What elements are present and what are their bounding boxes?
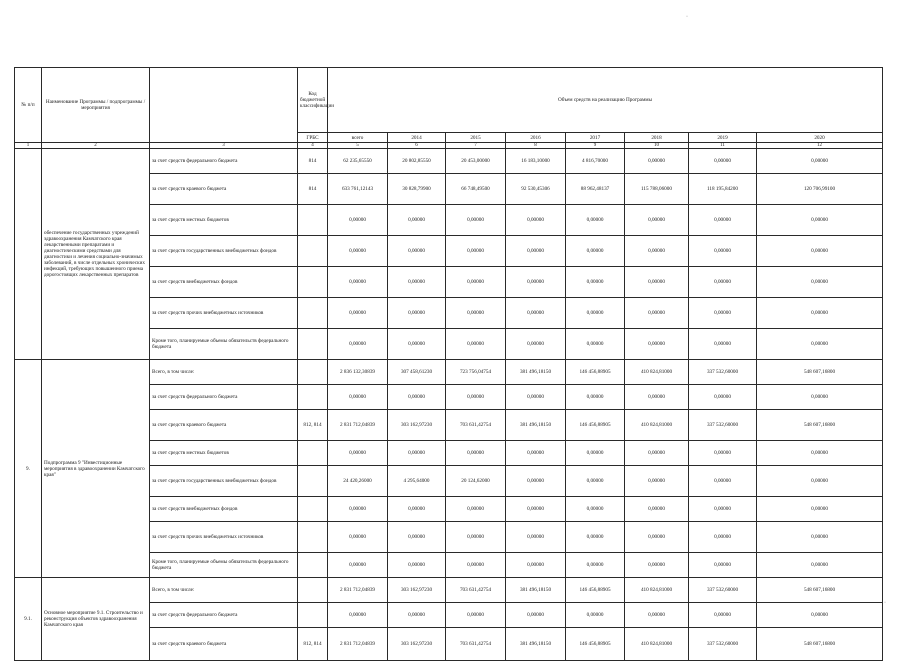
total-value: 0,00000 <box>328 329 388 360</box>
year-value: 0,00000 <box>446 603 506 628</box>
year-value: 120 706,99100 <box>757 174 883 205</box>
grbs-code <box>298 522 328 553</box>
year-value: 0,00000 <box>757 553 883 578</box>
year-value: 0,00000 <box>689 205 757 236</box>
year-value: 0,00000 <box>757 149 883 174</box>
year-value: 0,00000 <box>566 267 625 298</box>
funding-source: за счет средств прочих внебюджетных источников <box>150 522 298 553</box>
funding-source: за счет средств краевого бюджета <box>150 410 298 441</box>
header-year: 2016 <box>506 133 566 143</box>
year-value: 0,00000 <box>506 385 566 410</box>
funding-source: за счет средств местных бюджетов <box>150 205 298 236</box>
year-value: 0,00000 <box>566 553 625 578</box>
grbs-code: 812, 814 <box>298 628 328 661</box>
year-value: 0,00000 <box>625 205 689 236</box>
year-value: 703 631,42754 <box>446 578 506 603</box>
year-value: 0,00000 <box>446 522 506 553</box>
year-value: 30 828,79900 <box>388 174 446 205</box>
year-value: 0,00000 <box>566 497 625 522</box>
total-value: 0,00000 <box>328 267 388 298</box>
year-value: 303 162,97230 <box>388 578 446 603</box>
total-value: 0,00000 <box>328 236 388 267</box>
year-value: 0,00000 <box>388 522 446 553</box>
year-value: 0,00000 <box>689 149 757 174</box>
year-value: 88 962,48137 <box>566 174 625 205</box>
column-number: 10 <box>625 143 689 149</box>
grbs-code: 814 <box>298 174 328 205</box>
total-value: 633 761,12143 <box>328 174 388 205</box>
year-value: 410 824,81000 <box>625 578 689 603</box>
year-value: 0,00000 <box>506 236 566 267</box>
year-value: 0,00000 <box>625 385 689 410</box>
header-row-top <box>15 68 883 133</box>
grbs-code <box>298 553 328 578</box>
total-value: 2 831 712,04839 <box>328 410 388 441</box>
year-value: 381 496,18150 <box>506 628 566 661</box>
funding-source: Всего, в том числе: <box>150 360 298 385</box>
year-value: 0,00000 <box>506 497 566 522</box>
grbs-code <box>298 329 328 360</box>
total-value: 0,00000 <box>328 522 388 553</box>
year-value: 0,00000 <box>388 553 446 578</box>
column-number: 12 <box>757 143 883 149</box>
header-grbs: ГРБС <box>298 133 328 143</box>
year-value: 703 631,42754 <box>446 628 506 661</box>
year-value: 337 532,60000 <box>689 410 757 441</box>
year-value: 0,00000 <box>446 205 506 236</box>
column-number: 2 <box>42 143 150 149</box>
year-value: 381 496,18150 <box>506 578 566 603</box>
header-year: 2017 <box>566 133 625 143</box>
year-value: 66 748,49500 <box>446 174 506 205</box>
year-value: 0,00000 <box>757 236 883 267</box>
item-name: Подпрограмма 9 "Инвестиционные мероприятия в здравоохранении Камчатского края" <box>42 360 150 578</box>
funding-source: за счет средств прочих внебюджетных источников <box>150 298 298 329</box>
header-year: 2018 <box>625 133 689 143</box>
grbs-code <box>298 603 328 628</box>
header-volume: Объем средств на реализацию Программы <box>328 68 883 133</box>
total-value: 2 831 712,04839 <box>328 578 388 603</box>
total-value: 2 831 712,04839 <box>328 628 388 661</box>
year-value: 0,00000 <box>689 466 757 497</box>
year-value: 0,00000 <box>388 267 446 298</box>
year-value: 92 530,45306 <box>506 174 566 205</box>
funding-source: за счет средств краевого бюджета <box>150 628 298 661</box>
year-value: 548 607,16800 <box>757 360 883 385</box>
year-value: 0,00000 <box>506 466 566 497</box>
total-value: 62 235,65550 <box>328 149 388 174</box>
year-value: 0,00000 <box>566 298 625 329</box>
year-value: 410 824,81000 <box>625 410 689 441</box>
table-row <box>15 149 883 174</box>
year-value: 0,00000 <box>506 298 566 329</box>
header-source <box>150 68 298 143</box>
header-code: Код бюджетной классификации <box>298 68 328 133</box>
total-value: 24 420,26000 <box>328 466 388 497</box>
year-value: 146 456,88905 <box>566 410 625 441</box>
year-value: 4 295,64000 <box>388 466 446 497</box>
total-value: 0,00000 <box>328 205 388 236</box>
funding-source: за счет средств внебюджетных фондов <box>150 267 298 298</box>
year-value: 0,00000 <box>689 603 757 628</box>
item-number <box>15 149 42 360</box>
year-value: 16 183,10000 <box>506 149 566 174</box>
year-value: 303 162,97230 <box>388 628 446 661</box>
year-value: 0,00000 <box>566 441 625 466</box>
year-value: 20 453,00000 <box>446 149 506 174</box>
year-value: 0,00000 <box>757 522 883 553</box>
year-value: 0,00000 <box>625 553 689 578</box>
year-value: 303 162,97230 <box>388 410 446 441</box>
year-value: 0,00000 <box>446 441 506 466</box>
budget-table <box>14 67 883 661</box>
year-value: 0,00000 <box>625 149 689 174</box>
year-value: 0,00000 <box>446 329 506 360</box>
grbs-code <box>298 466 328 497</box>
year-value: 0,00000 <box>625 522 689 553</box>
item-name: Основное мероприятие 9.1. Строительство и реконструкция объектов здравоохранения Камчатского края <box>42 578 150 661</box>
corner-mark-bottom-right: · <box>884 600 886 606</box>
year-value: 0,00000 <box>388 603 446 628</box>
year-value: 146 456,88905 <box>566 628 625 661</box>
year-value: 0,00000 <box>757 298 883 329</box>
column-number: 4 <box>298 143 328 149</box>
funding-source: за счет средств внебюджетных фондов <box>150 497 298 522</box>
table-row <box>15 360 883 385</box>
column-number: 8 <box>506 143 566 149</box>
year-value: 0,00000 <box>625 298 689 329</box>
year-value: 337 532,60000 <box>689 628 757 661</box>
year-value: 0,00000 <box>388 298 446 329</box>
year-value: 0,00000 <box>566 385 625 410</box>
header-year: 2015 <box>446 133 506 143</box>
grbs-code: 814 <box>298 149 328 174</box>
year-value: 0,00000 <box>566 205 625 236</box>
funding-source: за счет средств федерального бюджета <box>150 149 298 174</box>
year-value: 0,00000 <box>757 497 883 522</box>
year-value: 146 456,88905 <box>566 578 625 603</box>
total-value: 0,00000 <box>328 385 388 410</box>
header-year: 2014 <box>388 133 446 143</box>
header-name: Наименование Программы / подпрограммы / мероприятия <box>42 68 150 143</box>
funding-source: за счет средств краевого бюджета <box>150 174 298 205</box>
year-value: 0,00000 <box>446 385 506 410</box>
year-value: 0,00000 <box>625 603 689 628</box>
year-value: 0,00000 <box>625 236 689 267</box>
header-total: всего <box>328 133 388 143</box>
year-value: 0,00000 <box>625 267 689 298</box>
column-number: 9 <box>566 143 625 149</box>
total-value: 0,00000 <box>328 497 388 522</box>
year-value: 307 458,61230 <box>388 360 446 385</box>
year-value: 0,00000 <box>566 603 625 628</box>
year-value: 0,00000 <box>446 298 506 329</box>
column-number: 6 <box>388 143 446 149</box>
year-value: 0,00000 <box>566 329 625 360</box>
column-number: 1 <box>15 143 42 149</box>
grbs-code <box>298 360 328 385</box>
year-value: 548 607,16800 <box>757 578 883 603</box>
year-value: 0,00000 <box>625 441 689 466</box>
header-year: 2019 <box>689 133 757 143</box>
grbs-code <box>298 385 328 410</box>
year-value: 0,00000 <box>689 267 757 298</box>
year-value: 337 532,60000 <box>689 578 757 603</box>
year-value: 723 756,04754 <box>446 360 506 385</box>
grbs-code <box>298 497 328 522</box>
year-value: 0,00000 <box>506 441 566 466</box>
year-value: 0,00000 <box>506 329 566 360</box>
year-value: 0,00000 <box>757 466 883 497</box>
year-value: 0,00000 <box>446 553 506 578</box>
grbs-code: 812, 814 <box>298 410 328 441</box>
grbs-code <box>298 236 328 267</box>
year-value: 0,00000 <box>446 497 506 522</box>
grbs-code <box>298 298 328 329</box>
total-value: 0,00000 <box>328 298 388 329</box>
grbs-code <box>298 205 328 236</box>
funding-source: за счет средств федерального бюджета <box>150 385 298 410</box>
year-value: 548 607,16800 <box>757 628 883 661</box>
funding-source: за счет средств государственных внебюджетных фондов <box>150 466 298 497</box>
year-value: 381 496,18150 <box>506 360 566 385</box>
year-value: 0,00000 <box>757 385 883 410</box>
year-value: 118 195,84200 <box>689 174 757 205</box>
year-value: 0,00000 <box>757 603 883 628</box>
year-value: 0,00000 <box>506 553 566 578</box>
year-value: 0,00000 <box>689 298 757 329</box>
column-number: 11 <box>689 143 757 149</box>
year-value: 0,00000 <box>506 522 566 553</box>
year-value: 0,00000 <box>388 497 446 522</box>
year-value: 0,00000 <box>689 385 757 410</box>
year-value: 0,00000 <box>689 497 757 522</box>
year-value: 337 532,60000 <box>689 360 757 385</box>
item-number: 9.1. <box>15 578 42 661</box>
year-value: 20 802,85550 <box>388 149 446 174</box>
year-value: 0,00000 <box>625 329 689 360</box>
year-value: 0,00000 <box>625 497 689 522</box>
funding-source: за счет средств местных бюджетов <box>150 441 298 466</box>
year-value: 0,00000 <box>625 466 689 497</box>
year-value: 0,00000 <box>506 267 566 298</box>
year-value: 0,00000 <box>388 385 446 410</box>
total-value: 0,00000 <box>328 603 388 628</box>
column-number: 5 <box>328 143 388 149</box>
grbs-code <box>298 267 328 298</box>
year-value: 410 824,81000 <box>625 360 689 385</box>
year-value: 0,00000 <box>689 522 757 553</box>
year-value: 381 496,18150 <box>506 410 566 441</box>
year-value: 548 607,16800 <box>757 410 883 441</box>
year-value: 0,00000 <box>757 441 883 466</box>
funding-source: за счет средств государственных внебюджетных фондов <box>150 236 298 267</box>
year-value: 0,00000 <box>506 205 566 236</box>
header-year: 2020 <box>757 133 883 143</box>
year-value: 0,00000 <box>506 603 566 628</box>
item-number: 9. <box>15 360 42 578</box>
funding-source: Кроме того, планируемые объемы обязательств федерального бюджета <box>150 553 298 578</box>
column-number: 7 <box>446 143 506 149</box>
corner-mark-top-right: · <box>686 14 688 20</box>
year-value: 0,00000 <box>566 466 625 497</box>
item-name: обеспечение государственных учреждений здравоохранения Камчатского края лекарственными препаратами и диагностическими средствами для диагностики и лечения социально-значимых заболеваний, в числе отдельных хронических инфекций, требующих повышенного приема дорогостоящих лекарственных препаратов <box>42 149 150 360</box>
total-value: 0,00000 <box>328 553 388 578</box>
year-value: 115 788,06000 <box>625 174 689 205</box>
funding-source: Кроме того, планируемые объемы обязательств федерального бюджета <box>150 329 298 360</box>
year-value: 0,00000 <box>446 236 506 267</box>
year-value: 0,00000 <box>388 329 446 360</box>
year-value: 0,00000 <box>566 236 625 267</box>
funding-source: за счет средств федерального бюджета <box>150 603 298 628</box>
year-value: 0,00000 <box>388 441 446 466</box>
year-value: 0,00000 <box>689 441 757 466</box>
year-value: 0,00000 <box>689 236 757 267</box>
total-value: 0,00000 <box>328 441 388 466</box>
table-row <box>15 578 883 603</box>
year-value: 0,00000 <box>689 329 757 360</box>
grbs-code <box>298 578 328 603</box>
year-value: 4 816,70000 <box>566 149 625 174</box>
column-number: 3 <box>150 143 298 149</box>
year-value: 0,00000 <box>446 267 506 298</box>
year-value: 0,00000 <box>388 236 446 267</box>
year-value: 0,00000 <box>689 553 757 578</box>
year-value: 0,00000 <box>388 205 446 236</box>
funding-source: Всего, в том числе: <box>150 578 298 603</box>
header-num: № п/п <box>15 68 42 143</box>
year-value: 146 456,88905 <box>566 360 625 385</box>
year-value: 0,00000 <box>757 267 883 298</box>
year-value: 0,00000 <box>757 205 883 236</box>
year-value: 20 124,62000 <box>446 466 506 497</box>
year-value: 0,00000 <box>757 329 883 360</box>
grbs-code <box>298 441 328 466</box>
year-value: 410 824,81000 <box>625 628 689 661</box>
total-value: 2 836 132,30839 <box>328 360 388 385</box>
year-value: 0,00000 <box>566 522 625 553</box>
year-value: 703 631,42754 <box>446 410 506 441</box>
